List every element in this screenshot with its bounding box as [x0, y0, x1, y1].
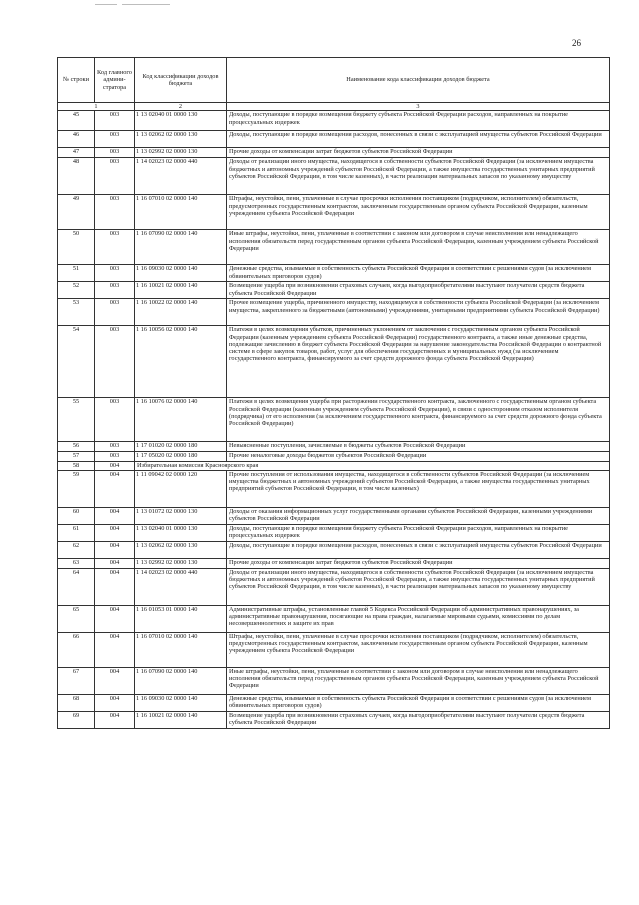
code-name-cell: Возмещение ущерба при возникновении страховых случаев, когда выгодоприобретателями выступают получатели средств бюджета субъекта Российской Федерации [227, 282, 610, 299]
classification-code-cell: 1 17 05020 02 0000 180 [135, 452, 227, 462]
code-name-cell: Невыясненные поступления, зачисляемые в бюджеты субъектов Российской Федерации [227, 442, 610, 452]
revenue-codes-table [57, 57, 610, 729]
classification-code-cell: 1 16 10056 02 0000 140 [135, 326, 227, 398]
code-name-cell: Денежные средства, изымаемые в собственность субъекта Российской Федерации в соответствии с решениями судов (за исключением обвинительных приговоров судов) [227, 694, 610, 711]
table-row [58, 694, 610, 711]
classification-code-cell: 1 13 02040 01 0000 130 [135, 111, 227, 131]
row-number-cell: 47 [58, 148, 95, 158]
admin-code-cell: 003 [95, 111, 135, 131]
admin-code-cell: 004 [95, 558, 135, 568]
row-number-cell: 65 [58, 605, 95, 632]
row-number-cell: 52 [58, 282, 95, 299]
code-name-cell: Прочие доходы от компенсации затрат бюджетов субъектов Российской Федерации [227, 558, 610, 568]
table-row [58, 452, 610, 462]
row-number-cell: 67 [58, 667, 95, 694]
table-row [58, 148, 610, 158]
admin-code-cell: 003 [95, 442, 135, 452]
table-row [58, 524, 610, 541]
admin-code-cell: 004 [95, 541, 135, 558]
admin-code-cell: 004 [95, 711, 135, 728]
row-number-cell: 50 [58, 230, 95, 265]
classification-code-cell: 1 14 02023 02 0000 440 [135, 568, 227, 605]
table-row [58, 442, 610, 452]
admin-code-cell: 004 [95, 568, 135, 605]
table-row [58, 605, 610, 632]
column-number-3: 3 [227, 103, 610, 111]
header-admin-code: Код главного админи-стратора [95, 58, 135, 103]
classification-code-cell: 1 16 10021 02 0000 140 [135, 711, 227, 728]
code-name-cell: Платежи в целях возмещения ущерба при расторжении государственного контракта, заключенного с государственным органом субъекта Российской Федерации (казенным учреждением субъекта Российской Федерации), в связи с односторонним отказом исполнителя (подрядчика) от его исполнения (за исключением государственного контракта, финансируемого за счет средств дорожного фонда субъекта Российской Федерации) [227, 398, 610, 442]
admin-code-cell: 003 [95, 195, 135, 230]
table-row [58, 195, 610, 230]
code-name-cell: Доходы от оказания информационных услуг государственными органами субъектов Российской Федерации, казенными учреждениями субъектов Российской Федерации [227, 507, 610, 524]
code-name-cell: Доходы, поступающие в порядке возмещения расходов, понесенных в связи с эксплуатацией имущества субъектов Российской Федерации [227, 541, 610, 558]
page-number: 26 [572, 38, 581, 48]
code-name-cell: Административные штрафы, установленные главой 5 Кодекса Российской Федерации об административных правонарушениях, за административные правонарушения, посягающие на права граждан, налагаемые мировыми судьями, комиссиями по делам несовершеннолетних и защите их прав [227, 605, 610, 632]
column-number-2: 2 [135, 103, 227, 111]
table-row [58, 299, 610, 326]
table-row [58, 507, 610, 524]
table-row [58, 632, 610, 667]
code-name-cell: Доходы от реализации иного имущества, находящегося в собственности субъектов Российской Федерации (за исключением имущества бюджетных и автономных учреждений субъектов Российской Федерации, а также имущества государственных унитарных предприятий субъектов Российской Федерации, в том числе казенных), в части реализации материальных запасов по указанному имуществу [227, 158, 610, 195]
row-number-cell: 55 [58, 398, 95, 442]
row-number-cell: 53 [58, 299, 95, 326]
admin-code-cell: 004 [95, 694, 135, 711]
classification-code-cell: 1 14 02023 02 0000 440 [135, 158, 227, 195]
top-line-right [122, 4, 170, 5]
admin-code-cell: 003 [95, 299, 135, 326]
code-name-cell: Денежные средства, изымаемые в собственность субъекта Российской Федерации в соответствии с решениями судов (за исключением обвинительных приговоров судов) [227, 265, 610, 282]
classification-code-cell: 1 16 07090 02 0000 140 [135, 667, 227, 694]
row-number-cell: 56 [58, 442, 95, 452]
row-number-cell: 60 [58, 507, 95, 524]
row-number-cell: 58 [58, 462, 95, 470]
admin-code-cell: 004 [95, 462, 135, 470]
classification-code-cell: 1 16 07010 02 0000 140 [135, 632, 227, 667]
admin-code-cell: 003 [95, 158, 135, 195]
table-row [58, 111, 610, 131]
table-row [58, 667, 610, 694]
classification-code-cell: 1 16 07010 02 0000 140 [135, 195, 227, 230]
column-number-1: 1 [58, 103, 135, 111]
admin-code-cell: 003 [95, 230, 135, 265]
admin-code-cell: 004 [95, 470, 135, 507]
row-number-cell: 51 [58, 265, 95, 282]
code-name-cell: Доходы, поступающие в порядке возмещения бюджету субъекта Российской Федерации расходов, направленных на покрытие процессуальных издержек [227, 111, 610, 131]
admin-code-cell: 003 [95, 131, 135, 148]
code-name-cell: Доходы, поступающие в порядке возмещения бюджету субъекта Российской Федерации расходов, направленных на покрытие процессуальных издержек [227, 524, 610, 541]
table-row [58, 230, 610, 265]
table-header-row [58, 58, 610, 103]
classification-code-cell: 1 16 10022 02 0000 140 [135, 299, 227, 326]
code-name-cell: Прочие неналоговые доходы бюджетов субъектов Российской Федерации [227, 452, 610, 462]
admin-code-cell: 003 [95, 326, 135, 398]
row-number-cell: 69 [58, 711, 95, 728]
code-name-cell: Штрафы, неустойки, пени, уплаченные в случае просрочки исполнения поставщиком (подрядчиком, исполнителем) обязательств, предусмотренных государственным контрактом, заключенным государственным органом субъекта Российской Федерации, казенным учреждением субъекта Российской Федерации [227, 632, 610, 667]
row-number-cell: 45 [58, 111, 95, 131]
classification-code-cell: 1 11 09042 02 0000 120 [135, 470, 227, 507]
code-name-cell: Прочее возмещение ущерба, причиненного имуществу, находящемуся в собственности субъекта Российской Федерации (за исключением имущества, закрепленного за бюджетными (автономными) учреждениями, унитарными предприятиями субъекта Российской Федерации) [227, 299, 610, 326]
admin-code-cell: 004 [95, 507, 135, 524]
classification-code-cell: 1 13 02062 02 0000 130 [135, 541, 227, 558]
table-row [58, 282, 610, 299]
classification-code-cell: 1 16 10021 02 0000 140 [135, 282, 227, 299]
classification-code-cell: 1 13 01072 02 0000 130 [135, 507, 227, 524]
code-name-cell: Доходы от реализации иного имущества, находящегося в собственности субъектов Российской Федерации (за исключением имущества бюджетных и автономных учреждений субъектов Российской Федерации, а также имущества государственных унитарных предприятий субъектов Российской Федерации, в том числе казенных), в части реализации материальных запасов по указанному имуществу [227, 568, 610, 605]
row-number-cell: 61 [58, 524, 95, 541]
code-name-cell: Прочие поступления от использования имущества, находящегося в собственности субъектов Российской Федерации (за исключением имущества бюджетных и автономных учреждений субъектов Российской Федерации, а также имущества государственных унитарных предприятий субъектов Российской Федерации, в том числе казенных) [227, 470, 610, 507]
admin-code-cell: 004 [95, 632, 135, 667]
code-name-cell: Прочие доходы от компенсации затрат бюджетов субъектов Российской Федерации [227, 148, 610, 158]
admin-code-cell: 003 [95, 148, 135, 158]
header-classification-code: Код классификации доходов бюджета [135, 58, 227, 103]
admin-code-cell: 004 [95, 667, 135, 694]
row-number-cell: 66 [58, 632, 95, 667]
table-row [58, 462, 610, 470]
classification-code-cell: 1 13 02062 02 0000 130 [135, 131, 227, 148]
row-number-cell: 62 [58, 541, 95, 558]
row-number-cell: 46 [58, 131, 95, 148]
admin-code-cell: 004 [95, 605, 135, 632]
classification-code-cell: 1 17 01020 02 0000 180 [135, 442, 227, 452]
table-row [58, 398, 610, 442]
top-line-left [95, 4, 117, 5]
table-row [58, 131, 610, 148]
classification-code-cell: 1 16 09030 02 0000 140 [135, 694, 227, 711]
code-name-cell: Платежи в целях возмещения убытков, причиненных уклонением от заключения с государственным органом субъекта Российской Федерации (казенным учреждением субъекта Российской Федерации) государственного контракта, а также иные денежные средства, подлежащие зачислению в бюджет субъекта Российской Федерации за нарушение законодательства Российской Федерации о контрактной системе в сфере закупок товаров, работ, услуг для обеспечения государственных и муниципальных нужд (за исключением государственного контракта, финансируемого за счет средств дорожного фонда субъекта Российской Федерации) [227, 326, 610, 398]
admin-code-cell: 004 [95, 524, 135, 541]
classification-code-cell: 1 16 10076 02 0000 140 [135, 398, 227, 442]
row-number-cell: 54 [58, 326, 95, 398]
row-number-cell: 64 [58, 568, 95, 605]
row-number-cell: 48 [58, 158, 95, 195]
table-row [58, 470, 610, 507]
row-number-cell: 59 [58, 470, 95, 507]
row-number-cell: 57 [58, 452, 95, 462]
section-title-cell: Избирательная комиссия Красноярского края [135, 462, 610, 470]
row-number-cell: 63 [58, 558, 95, 568]
admin-code-cell: 003 [95, 452, 135, 462]
row-number-cell: 68 [58, 694, 95, 711]
header-code-name: Наименование кода классификации доходов бюджета [227, 58, 610, 103]
classification-code-cell: 1 16 07090 02 0000 140 [135, 230, 227, 265]
table-row [58, 158, 610, 195]
admin-code-cell: 003 [95, 398, 135, 442]
code-name-cell: Возмещение ущерба при возникновении страховых случаев, когда выгодоприобретателями выступают получатели средств бюджета субъекта Российской Федерации [227, 711, 610, 728]
code-name-cell: Иные штрафы, неустойки, пени, уплаченные в соответствии с законом или договором в случае неисполнения или ненадлежащего исполнения обязательств перед государственным органом субъекта Российской Федерации, казенным учреждением субъекта Российской Федерации [227, 667, 610, 694]
table-body [58, 111, 610, 728]
header-row-number: № строки [58, 58, 95, 103]
classification-code-cell: 1 13 02992 02 0000 130 [135, 558, 227, 568]
code-name-cell: Штрафы, неустойки, пени, уплаченные в случае просрочки исполнения поставщиком (подрядчиком, исполнителем) обязательств, предусмотренных государственным контрактом, заключенным государственным органом субъекта Российской Федерации, казенным учреждением субъекта Российской Федерации [227, 195, 610, 230]
row-number-cell: 49 [58, 195, 95, 230]
classification-code-cell: 1 16 01053 01 0000 140 [135, 605, 227, 632]
table-row [58, 265, 610, 282]
admin-code-cell: 003 [95, 282, 135, 299]
table-row [58, 558, 610, 568]
table-row [58, 541, 610, 558]
table-row [58, 568, 610, 605]
column-number-row [58, 103, 610, 111]
table-row [58, 326, 610, 398]
admin-code-cell: 003 [95, 265, 135, 282]
classification-code-cell: 1 16 09030 02 0000 140 [135, 265, 227, 282]
table-row [58, 711, 610, 728]
classification-code-cell: 1 13 02992 02 0000 130 [135, 148, 227, 158]
code-name-cell: Доходы, поступающие в порядке возмещения расходов, понесенных в связи с эксплуатацией имущества субъектов Российской Федерации [227, 131, 610, 148]
code-name-cell: Иные штрафы, неустойки, пени, уплаченные в соответствии с законом или договором в случае неисполнения или ненадлежащего исполнения обязательств перед государственным органом субъекта Российской Федерации, казенным учреждением субъекта Российской Федерации [227, 230, 610, 265]
classification-code-cell: 1 13 02040 01 0000 130 [135, 524, 227, 541]
